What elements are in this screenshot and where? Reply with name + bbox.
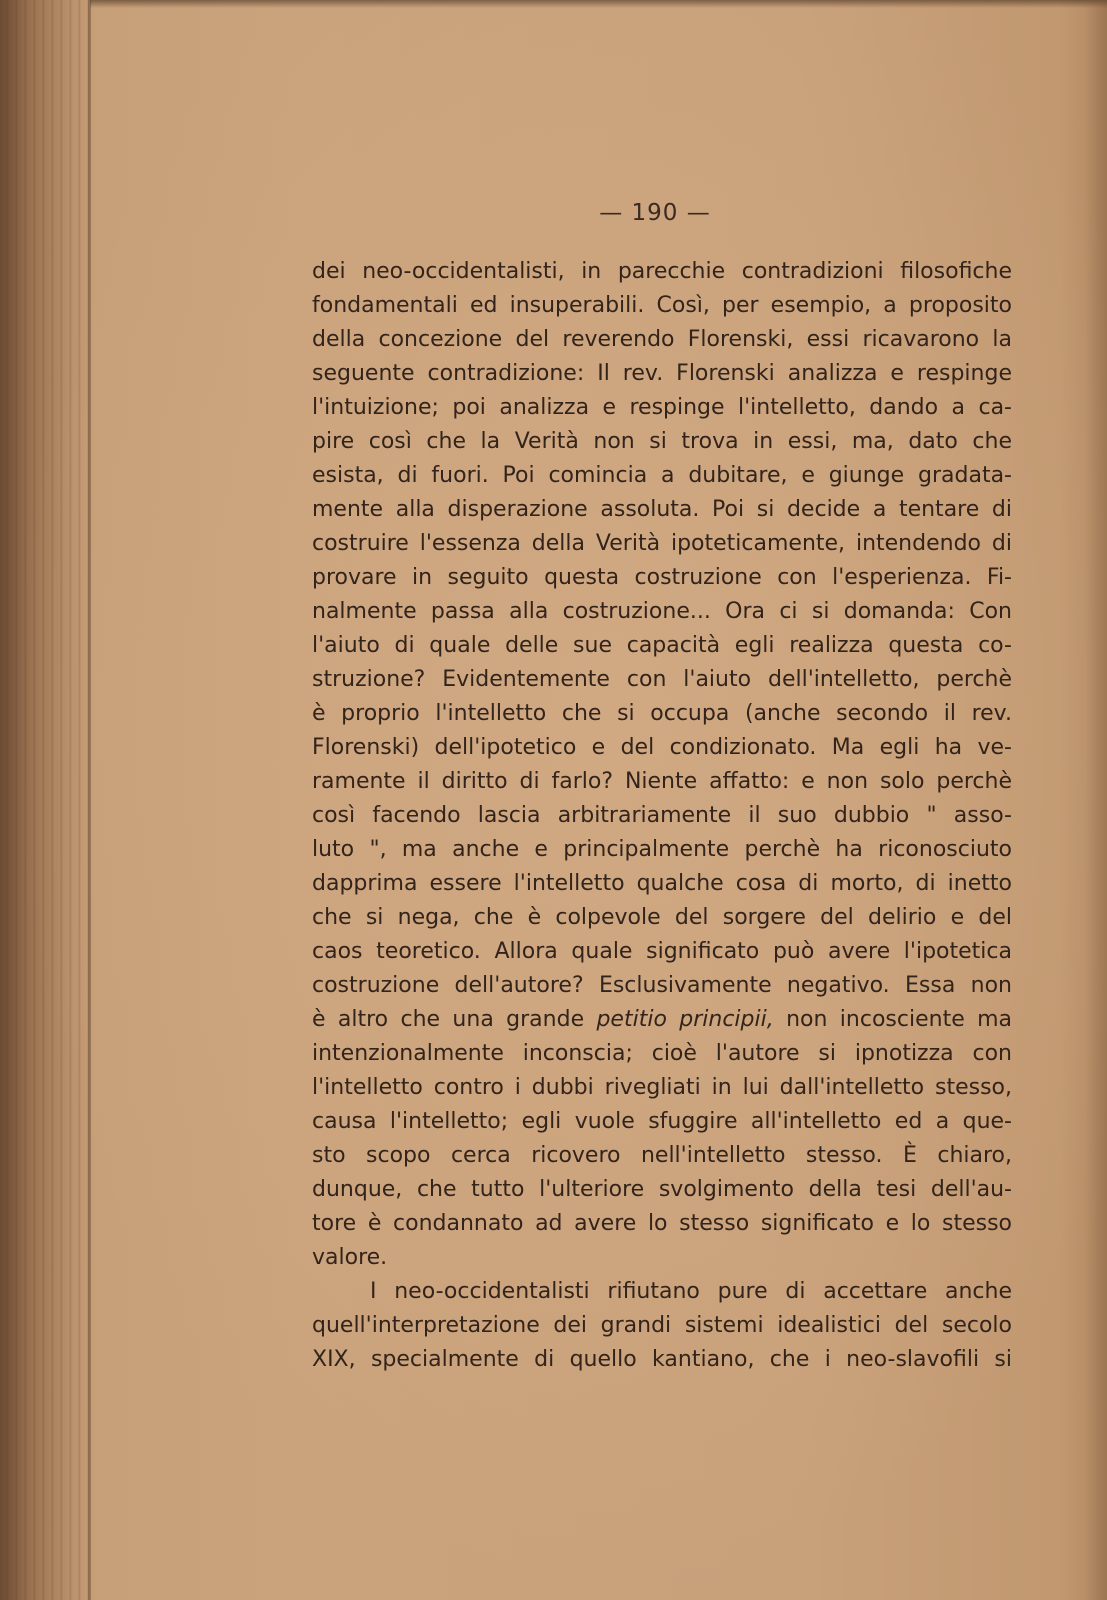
text-line: valore. — [312, 1245, 388, 1270]
text-line: causa l'intelletto; egli vuole sfuggire all'intelletto ed a que- — [312, 1109, 1012, 1134]
text-line: costruzione dell'autore? Esclusivamente negativo. Essa non — [312, 973, 1012, 998]
text-line: l'intuizione; poi analizza e respinge l'intelletto, dando a ca- — [312, 395, 1012, 420]
text-line: esista, di fuori. Poi comincia a dubitare, e giunge gradata- — [312, 463, 1012, 488]
text-segment: non incosciente ma — [773, 1007, 1012, 1032]
text-line: struzione? Evidentemente con l'aiuto dell'intelletto, perchè — [312, 667, 1012, 692]
text-line: è proprio l'intelletto che si occupa (anche secondo il rev. — [312, 701, 1012, 726]
text-line: Florenski) dell'ipotetico e del condizionato. Ma egli ha ve- — [312, 735, 1012, 760]
text-line: pire così che la Verità non si trova in essi, ma, dato che — [312, 429, 1012, 454]
text-line: ramente il diritto di farlo? Niente affatto: e non solo perchè — [312, 769, 1012, 794]
right-edge-shadow — [1085, 0, 1107, 1600]
text-line: I neo-occidentalisti rifiutano pure di accettare anche — [370, 1279, 1012, 1304]
text-line: caos teoretico. Allora quale significato può avere l'ipotetica — [312, 939, 1012, 964]
body-text — [312, 255, 1012, 1377]
text-line: dunque, che tutto l'ulteriore svolgimento della tesi dell'au- — [312, 1177, 1012, 1202]
text-segment: è altro che una grande — [312, 1007, 597, 1032]
text-line: così facendo lascia arbitrariamente il suo dubbio " asso- — [312, 803, 1012, 828]
text-line: della concezione del reverendo Florenski, essi ricavarono la — [312, 327, 1012, 352]
text-line: dapprima essere l'intelletto qualche cosa di morto, di inetto — [312, 871, 1012, 896]
text-line-with-italic — [312, 1003, 1012, 1037]
text-line: XIX, specialmente di quello kantiano, che i neo-slavofili si — [312, 1347, 1012, 1372]
text-line: seguente contradizione: Il rev. Florenski analizza e respinge — [312, 361, 1012, 386]
page-number: — 190 — — [599, 200, 711, 226]
book-binding — [0, 0, 95, 1600]
text-line: che si nega, che è colpevole del sorgere del delirio e del — [312, 905, 1012, 930]
text-line: costruire l'essenza della Verità ipoteticamente, intendendo di — [312, 531, 1012, 556]
text-line: l'aiuto di quale delle sue capacità egli realizza questa co- — [312, 633, 1012, 658]
text-line: provare in seguito questa costruzione con l'esperienza. Fi- — [312, 565, 1012, 590]
italic-phrase: petitio principii, — [596, 1007, 774, 1032]
text-line: mente alla disperazione assoluta. Poi si decide a tentare di — [312, 497, 1012, 522]
binding-edge — [88, 0, 91, 1600]
text-line: l'intelletto contro i dubbi rivegliati in lui dall'intelletto stesso, — [312, 1075, 1012, 1100]
text-line: fondamentali ed insuperabili. Così, per esempio, a proposito — [312, 293, 1012, 318]
text-line: tore è condannato ad avere lo stesso significato e lo stesso — [312, 1211, 1012, 1236]
text-line: nalmente passa alla costruzione... Ora ci si domanda: Con — [312, 599, 1012, 624]
text-line: intenzionalmente inconscia; cioè l'autore si ipnotizza con — [312, 1041, 1012, 1066]
text-line: quell'interpretazione dei grandi sistemi idealistici del secolo — [312, 1313, 1012, 1338]
text-line: luto ", ma anche e principalmente perchè ha riconosciuto — [312, 837, 1012, 862]
text-line: sto scopo cerca ricovero nell'intelletto stesso. È chiaro, — [312, 1143, 1012, 1168]
top-edge-shadow — [90, 0, 1107, 8]
text-line: dei neo-occidentalisti, in parecchie contradizioni filosofiche — [312, 259, 1012, 284]
